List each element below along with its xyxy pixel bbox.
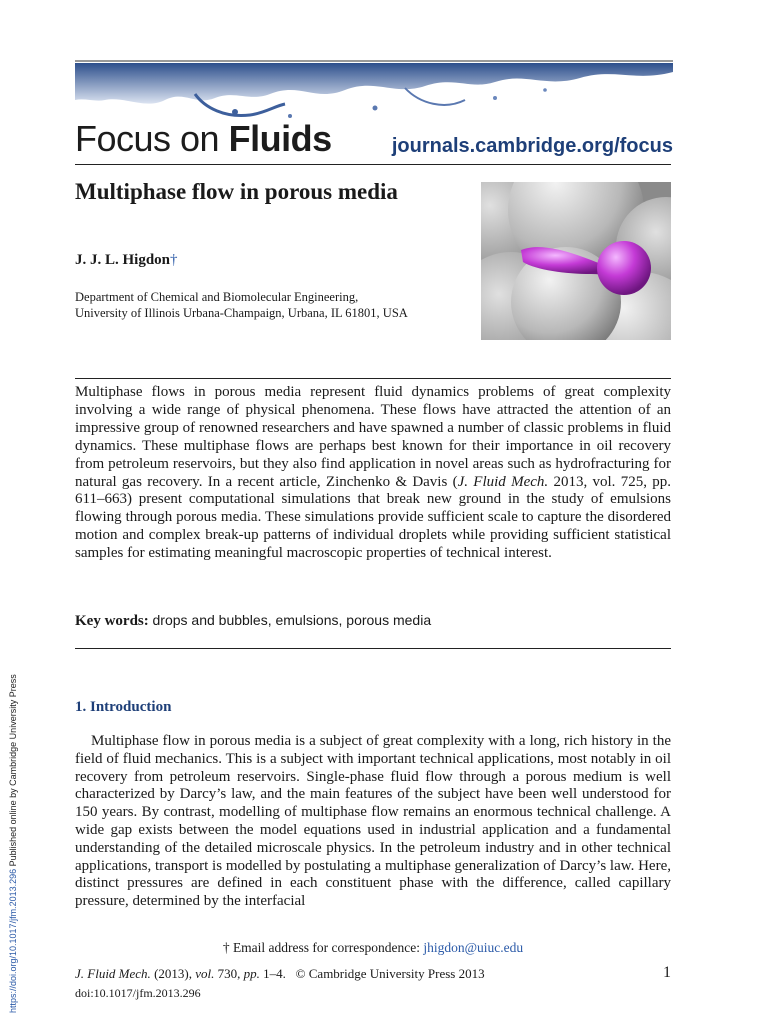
affiliation	[75, 289, 408, 321]
vertical-published-note	[8, 674, 18, 1013]
focus-url-link[interactable]: journals.cambridge.org/focus	[391, 135, 673, 157]
abstract	[75, 384, 671, 563]
page-footer	[75, 966, 671, 982]
abstract-part-1: Multiphase flows in porous media represent fluid dynamics problems of great complexity involving a wide range of physical phenomena. These flows have attracted the attention of an impressive group of renowned researchers and have spawned a number of classic problems in fluid dynamics. These multiphase flows are perhaps best known for their importance in oil recovery from petroleum reservoirs, but they also find application in novel areas such as hydrofracturing for natural gas recovery. In a recent article, Zinchenko & Davis (	[75, 384, 671, 490]
introduction-paragraph: Multiphase flow in porous media is a subject of great complexity with a long, rich history in the field of fluid mechanics. This is a subject with important technical applications, most notably in oil recovery from petroleum reservoirs. Single-phase fluid flow through a porous medium is well characterized by Darcy’s law, and the main features of the subject have been well understood for 150 years. By contrast, modelling of multiphase flow remains an enormous technical challenge. A wide gap exists between the model equations used in industrial application and a fundamental understanding of the detailed microscale physics. In the petroleum industry and in other technical applications, transport is modelled by postulating a multiphase generalization of Darcy’s law. Here, distinct pressures are defined in each constituent phase with the difference, called capillary pressure, determined by the interfacial	[75, 733, 671, 910]
focus-on-fluids-logo	[75, 118, 332, 160]
footer-pp-label: pp.	[243, 966, 260, 981]
author-name	[75, 252, 178, 269]
fluids-text: Fluids	[228, 118, 332, 159]
journal-banner	[75, 60, 673, 164]
keywords-list: drops and bubbles, emulsions, porous media	[152, 612, 432, 628]
article-title: Multiphase flow in porous media	[75, 179, 398, 204]
footer-vol-label: vol.	[195, 966, 215, 981]
page-number: 1	[663, 964, 671, 981]
author-text: J. J. L. Higdon	[75, 252, 171, 268]
correspondence-email-link[interactable]: jhigdon@uiuc.edu	[423, 940, 524, 955]
keywords-label: Key words:	[75, 613, 149, 629]
abstract-top-rule	[75, 378, 671, 379]
footer-copyright: © Cambridge University Press 2013	[295, 966, 485, 981]
doi: doi:10.1017/jfm.2013.296	[75, 986, 201, 1000]
correspondence-footnote	[75, 940, 671, 956]
side-doi-link[interactable]: https://doi.org/10.1017/jfm.2013.296	[8, 868, 18, 1013]
banner-divider	[75, 164, 671, 165]
footer-volume: 730,	[214, 966, 244, 981]
water-splash-icon	[75, 60, 673, 122]
author-footnote-mark[interactable]: †	[170, 252, 178, 268]
footnote-prefix: † Email address for correspondence:	[222, 940, 424, 955]
focus-text: Focus on	[75, 118, 229, 159]
side-published-text: Published online by Cambridge University Press	[8, 674, 18, 869]
footer-year: (2013),	[150, 966, 196, 981]
affiliation-line-1: Department of Chemical and Biomolecular Engineering,	[75, 290, 359, 304]
journal-citation-line	[75, 966, 671, 982]
footer-pages: 1–4.	[259, 966, 286, 981]
section-heading-introduction: 1. Introduction	[75, 699, 172, 715]
droplet-between-spheres-figure	[481, 182, 671, 340]
abstract-journal-citation: J. Fluid Mech.	[457, 473, 549, 490]
affiliation-line-2: University of Illinois Urbana-Champaign, Urbana, IL 61801, USA	[75, 306, 408, 320]
abstract-part-2: 2013, vol. 725, pp. 611–663) present computational simulations that break new ground in the study of emulsions flowing through porous media. These simulations provide sufficient scale to capture the disordered motion and complex break-up patterns of individual droplets while providing sufficient statistical samples for estimating meaningful macroscopic properties of technical interest.	[75, 473, 672, 562]
footer-journal-name: J. Fluid Mech.	[75, 966, 151, 981]
keywords	[75, 612, 431, 630]
keywords-bottom-rule	[75, 648, 671, 649]
